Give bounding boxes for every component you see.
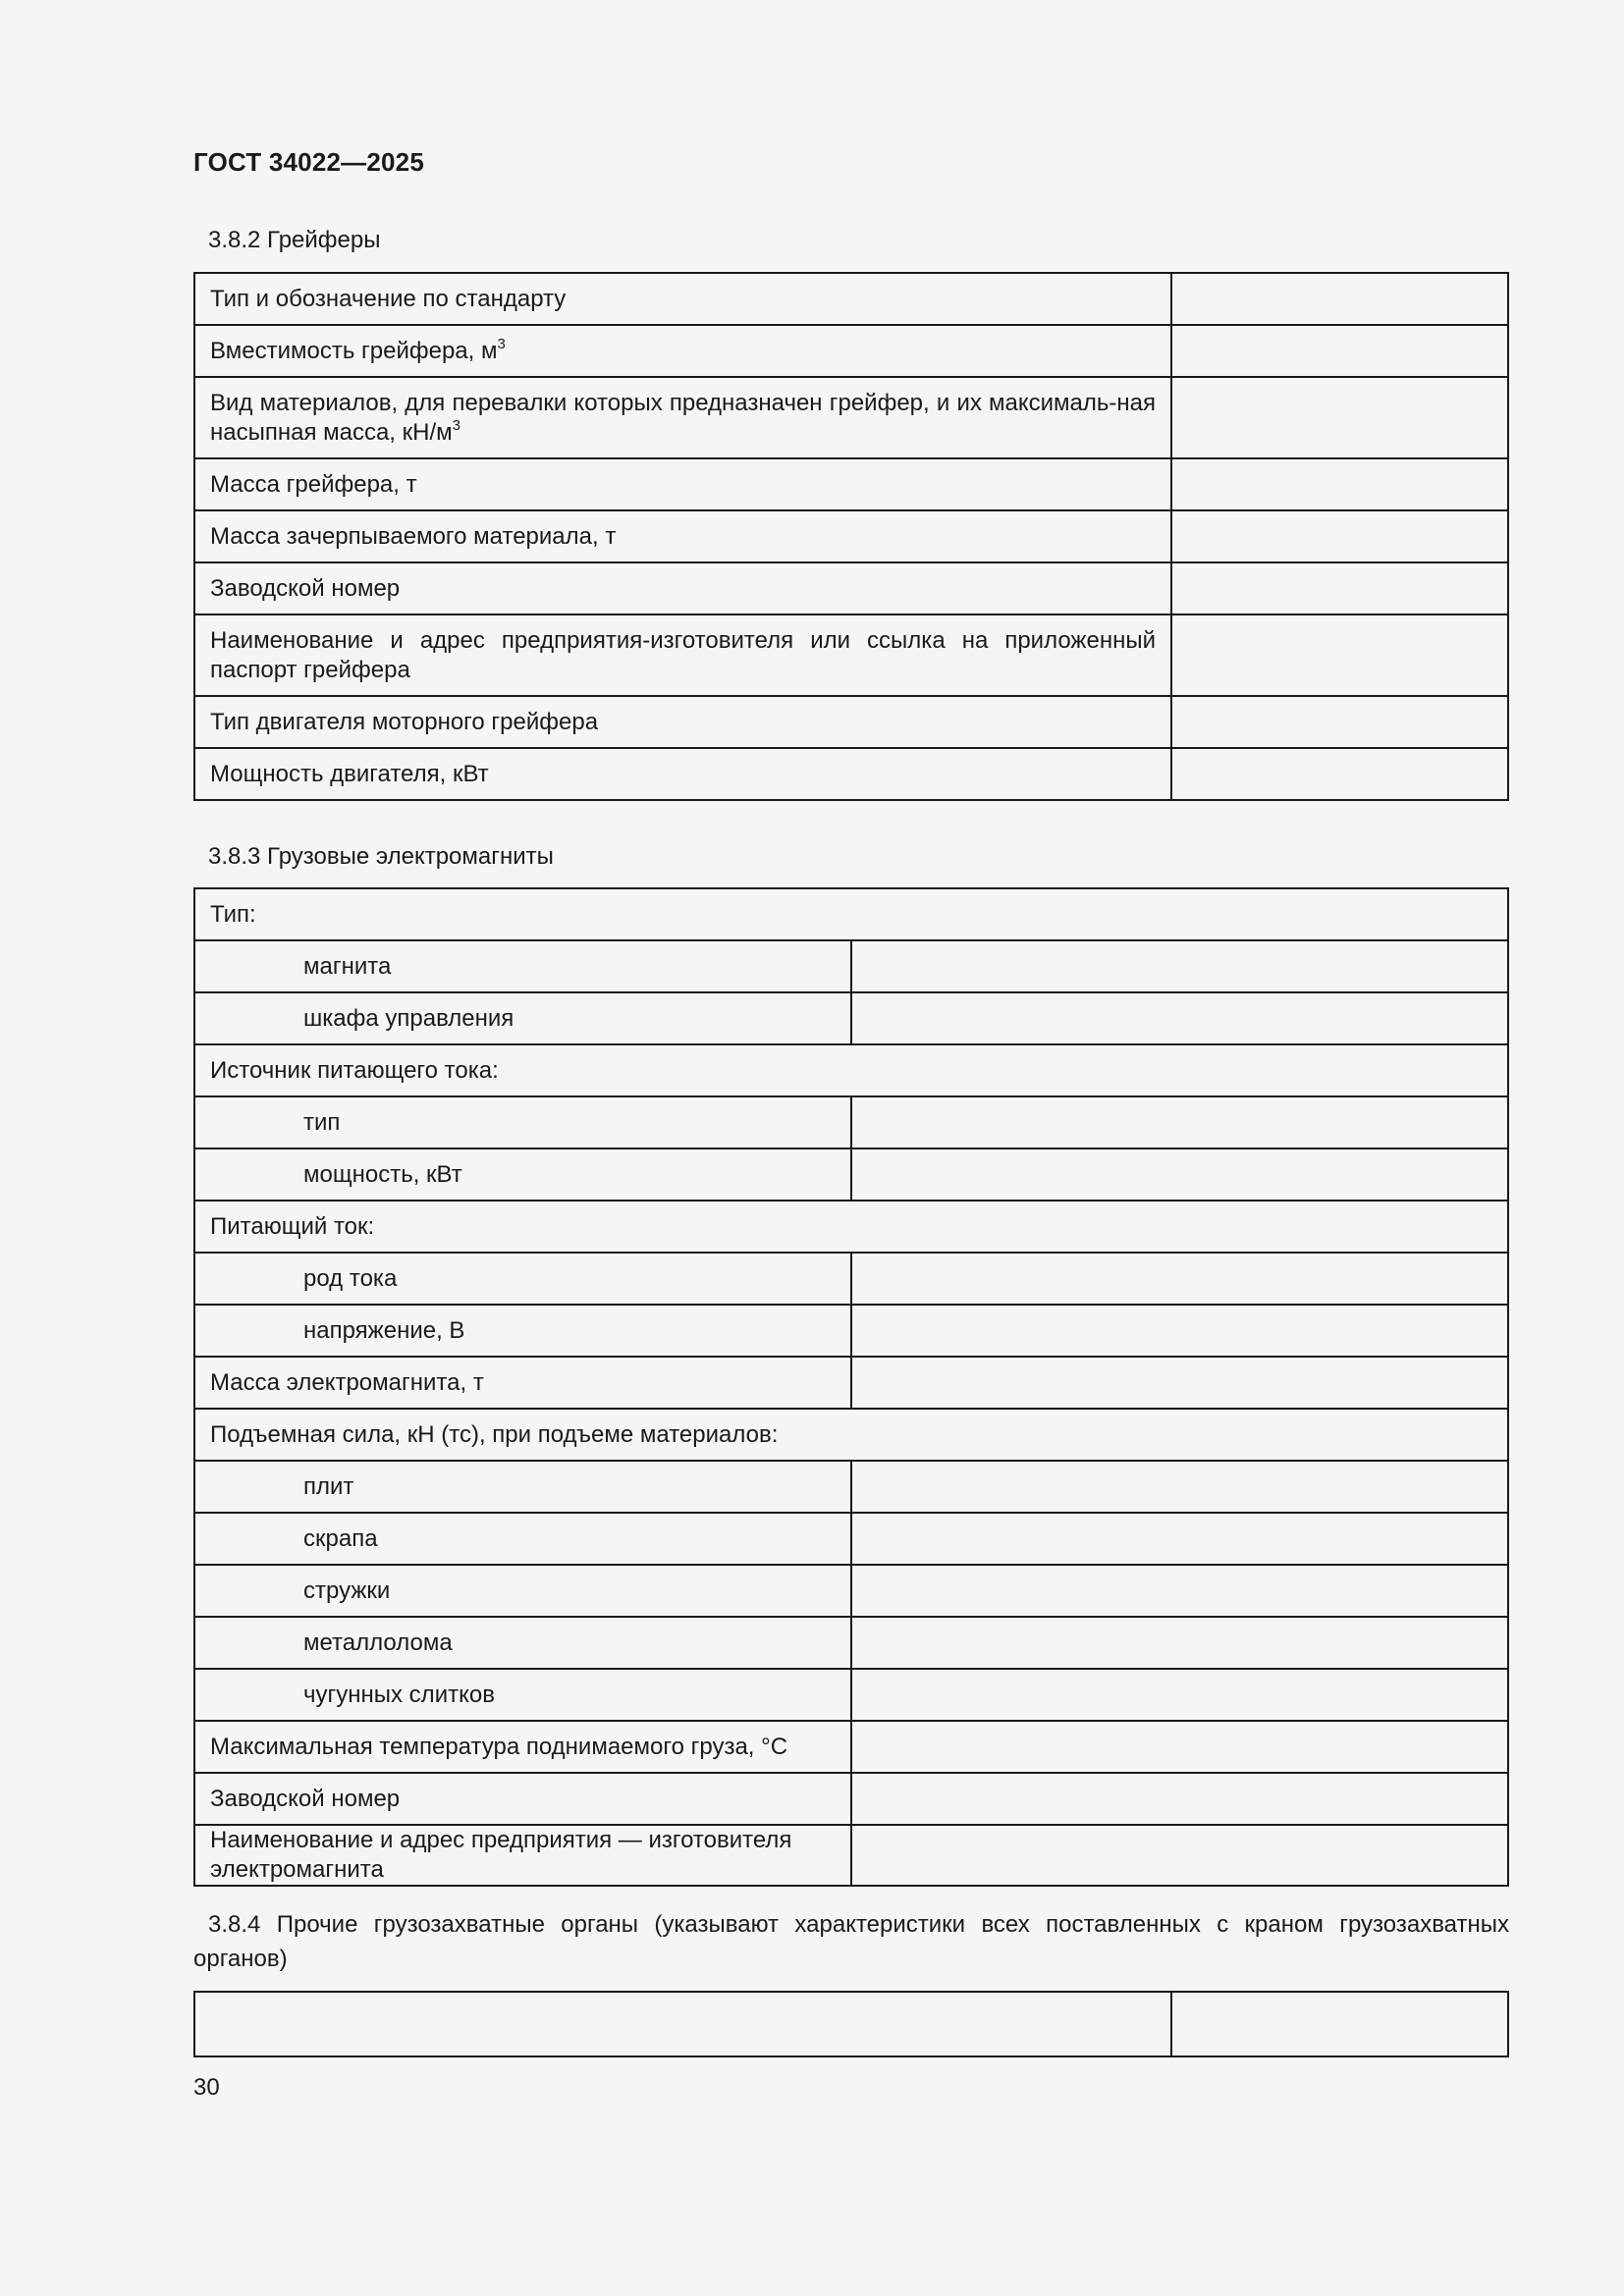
group-header: Источник питающего тока: [194, 1044, 1508, 1096]
table-row [194, 614, 1508, 696]
row-label: Тип и обозначение по стандарту [194, 273, 1171, 325]
value-cell[interactable] [851, 1669, 1508, 1721]
table-row [194, 1513, 1508, 1565]
row-label: металлолома [194, 1617, 851, 1669]
page-number: 30 [193, 2074, 220, 2101]
row-label: Заводской номер [194, 562, 1171, 614]
table-row [194, 1357, 1508, 1409]
value-cell[interactable] [851, 1148, 1508, 1201]
row-label: Наименование и адрес предприятия — изготовителя электромагнита [194, 1825, 851, 1886]
table-row [194, 1148, 1508, 1201]
table-row [194, 1096, 1508, 1148]
table-row [194, 1565, 1508, 1617]
value-cell[interactable] [851, 1305, 1508, 1357]
table-row [194, 696, 1508, 748]
value-cell[interactable] [1171, 510, 1508, 562]
value-cell[interactable] [851, 1825, 1508, 1886]
value-cell[interactable] [851, 992, 1508, 1044]
row-label: тип [194, 1096, 851, 1148]
row-label: Наименование и адрес предприятия-изготовителя или ссылка на приложенный паспорт грейфера [194, 614, 1171, 696]
table-row [194, 748, 1508, 800]
value-cell[interactable] [851, 1565, 1508, 1617]
value-cell[interactable] [1171, 748, 1508, 800]
row-label: плит [194, 1461, 851, 1513]
row-label: Масса электромагнита, т [194, 1357, 851, 1409]
row-label: напряжение, В [194, 1305, 851, 1357]
row-label: Тип двигателя моторного грейфера [194, 696, 1171, 748]
document-code: ГОСТ 34022—2025 [193, 147, 424, 177]
table-row [194, 377, 1508, 458]
row-label: Вид материалов, для перевалки которых предназначен грейфер, и их максималь-ная насыпная масса, $кН/м^3$ [194, 377, 1171, 458]
table-row [194, 1721, 1508, 1773]
table-row [194, 1825, 1508, 1886]
table-row [194, 1044, 1508, 1096]
row-label: мощность, кВт [194, 1148, 851, 1201]
value-cell[interactable] [1171, 1992, 1508, 2056]
row-label: Максимальная температура поднимаемого груза, °С [194, 1721, 851, 1773]
value-cell[interactable] [851, 1721, 1508, 1773]
group-header: Тип: [194, 888, 1508, 940]
table-row [194, 1409, 1508, 1461]
value-cell[interactable] [1171, 696, 1508, 748]
table-row [194, 273, 1508, 325]
value-cell[interactable] [851, 1773, 1508, 1825]
value-cell[interactable] [851, 1513, 1508, 1565]
grabs-table [193, 272, 1509, 801]
value-cell[interactable] [1171, 273, 1508, 325]
value-cell[interactable] [851, 1461, 1508, 1513]
table-row [194, 940, 1508, 992]
table-row [194, 1461, 1508, 1513]
group-header: Подъемная сила, кН (тс), при подъеме материалов: [194, 1409, 1508, 1461]
value-cell[interactable] [851, 1253, 1508, 1305]
other-table [193, 1991, 1509, 2057]
value-cell[interactable] [1171, 458, 1508, 510]
section-title-magnets: 3.8.3 Грузовые электромагниты [208, 843, 554, 870]
row-label: Мощность двигателя, кВт [194, 748, 1171, 800]
row-label: Заводской номер [194, 1773, 851, 1825]
row-label: магнита [194, 940, 851, 992]
group-header: Питающий ток: [194, 1201, 1508, 1253]
row-label: Масса грейфера, т [194, 458, 1171, 510]
table-row [194, 1992, 1508, 2056]
row-label: Масса зачерпываемого материала, т [194, 510, 1171, 562]
value-cell[interactable] [851, 1617, 1508, 1669]
table-row [194, 510, 1508, 562]
table-row [194, 1253, 1508, 1305]
table-row [194, 1617, 1508, 1669]
table-row [194, 1773, 1508, 1825]
row-label: чугунных слитков [194, 1669, 851, 1721]
table-row [194, 992, 1508, 1044]
empty-label-cell[interactable] [194, 1992, 1171, 2056]
value-cell[interactable] [1171, 562, 1508, 614]
table-row [194, 888, 1508, 940]
table-row [194, 1669, 1508, 1721]
row-label: стружки [194, 1565, 851, 1617]
table-row [194, 562, 1508, 614]
table-row [194, 325, 1508, 377]
table-row [194, 1201, 1508, 1253]
value-cell[interactable] [1171, 325, 1508, 377]
section-title-other: 3.8.4 Прочие грузозахватные органы (указывают характеристики всех поставленных с краном грузозахватных органов) [193, 1911, 1509, 1972]
value-cell[interactable] [1171, 614, 1508, 696]
row-label: шкафа управления [194, 992, 851, 1044]
row-label: Вместимость грейфера, $м^3$ [194, 325, 1171, 377]
value-cell[interactable] [851, 1357, 1508, 1409]
section-title-grabs: 3.8.2 Грейферы [208, 227, 381, 253]
row-label: род тока [194, 1253, 851, 1305]
value-cell[interactable] [1171, 377, 1508, 458]
row-label: скрапа [194, 1513, 851, 1565]
table-row [194, 1305, 1508, 1357]
magnets-table [193, 887, 1509, 1887]
value-cell[interactable] [851, 940, 1508, 992]
table-row [194, 458, 1508, 510]
value-cell[interactable] [851, 1096, 1508, 1148]
